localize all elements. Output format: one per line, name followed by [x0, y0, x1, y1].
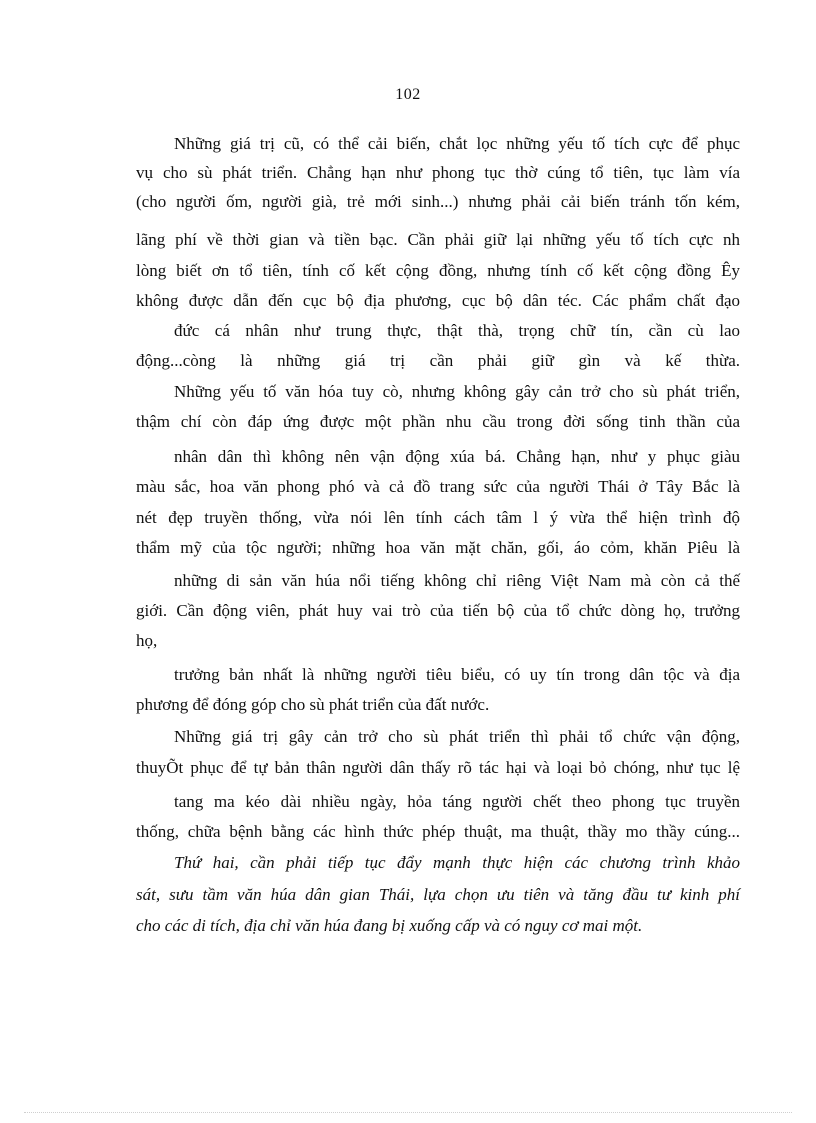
text-line: vụ cho sù phát triển. Chẳng hạn như phong tục thờ cúng tổ tiên, tục làm vía — [136, 163, 740, 182]
footer-divider — [24, 1112, 792, 1113]
text-line: lãng phí về thời gian và tiền bạc. Cần phải giữ lại những yếu tố tích cực nh — [136, 230, 740, 249]
text-line: trưởng bản nhất là những người tiêu biểu, có uy tín trong dân tộc và địa — [174, 665, 740, 684]
text-line: những di sản văn húa nổi tiếng không chỉ riêng Việt Nam mà còn cả thế — [174, 571, 740, 590]
text-line: không được dẫn đến cục bộ địa phương, cục bộ dân téc. Các phẩm chất đạo — [136, 291, 740, 310]
text-line: nhân dân thì không nên vận động xúa bá. Chẳng hạn, như y phục giàu — [174, 447, 740, 466]
text-line: lòng biết ơn tổ tiên, tính cố kết cộng đồng, nhưng tính cố kết cộng đồng Êy — [136, 261, 740, 280]
text-line: động...còng là những giá trị cần phải giữ gìn và kế thừa. — [136, 351, 740, 370]
text-line: (cho người ốm, người già, trẻ mới sinh...) nhưng phải cải biến tránh tốn kém, — [136, 192, 740, 211]
text-line: Thứ hai, cần phải tiếp tục đẩy mạnh thực hiện các chương trình khảo — [174, 853, 740, 872]
text-line: màu sắc, hoa văn phong phó và cả đồ trang sức của người Thái ở Tây Bắc là — [136, 477, 740, 496]
text-line: sát, sưu tầm văn húa dân gian Thái, lựa chọn ưu tiên và tăng đầu tư kinh phí — [136, 885, 740, 904]
text-line: cho các di tích, địa chỉ văn húa đang bị xuống cấp và có nguy cơ mai một. — [136, 916, 643, 935]
text-line: tang ma kéo dài nhiều ngày, hỏa táng người chết theo phong tục truyền — [174, 792, 740, 811]
text-line: đức cá nhân như trung thực, thật thà, trọng chữ tín, cần cù lao — [174, 321, 740, 340]
text-line: thuyÕt phục để tự bản thân người dân thấy rõ tác hại và loại bỏ chóng, như tục lệ — [136, 758, 740, 777]
text-line: nét đẹp truyền thống, vừa nói lên tính cách tâm l ý vừa thể hiện trình độ — [136, 508, 740, 527]
text-line: Những yếu tố văn hóa tuy cò, nhưng không gây cản trở cho sù phát triển, — [174, 382, 740, 401]
text-line: thống, chữa bệnh bằng các hình thức phép thuật, ma thuật, thầy mo thầy cúng... — [136, 822, 740, 841]
text-line: thẩm mỹ của tộc người; những hoa văn mặt chăn, gối, áo cỏm, khăn Piêu là — [136, 538, 740, 557]
text-line: Những giá trị gây cản trở cho sù phát triển thì phải tổ chức vận động, — [174, 727, 740, 746]
text-line: họ, — [136, 631, 158, 650]
text-line: Những giá trị cũ, có thể cải biến, chắt lọc những yếu tố tích cực để phục — [174, 134, 740, 153]
page-number: 102 — [395, 86, 421, 103]
text-line: thậm chí còn đáp ứng được một phần nhu cầu trong đời sống tinh thần của — [136, 412, 740, 431]
text-line: giới. Cần động viên, phát huy vai trò của tiến bộ của tổ chức dòng họ, trưởng — [136, 601, 740, 620]
text-line: phương để đóng góp cho sù phát triển của đất nước. — [136, 695, 490, 714]
